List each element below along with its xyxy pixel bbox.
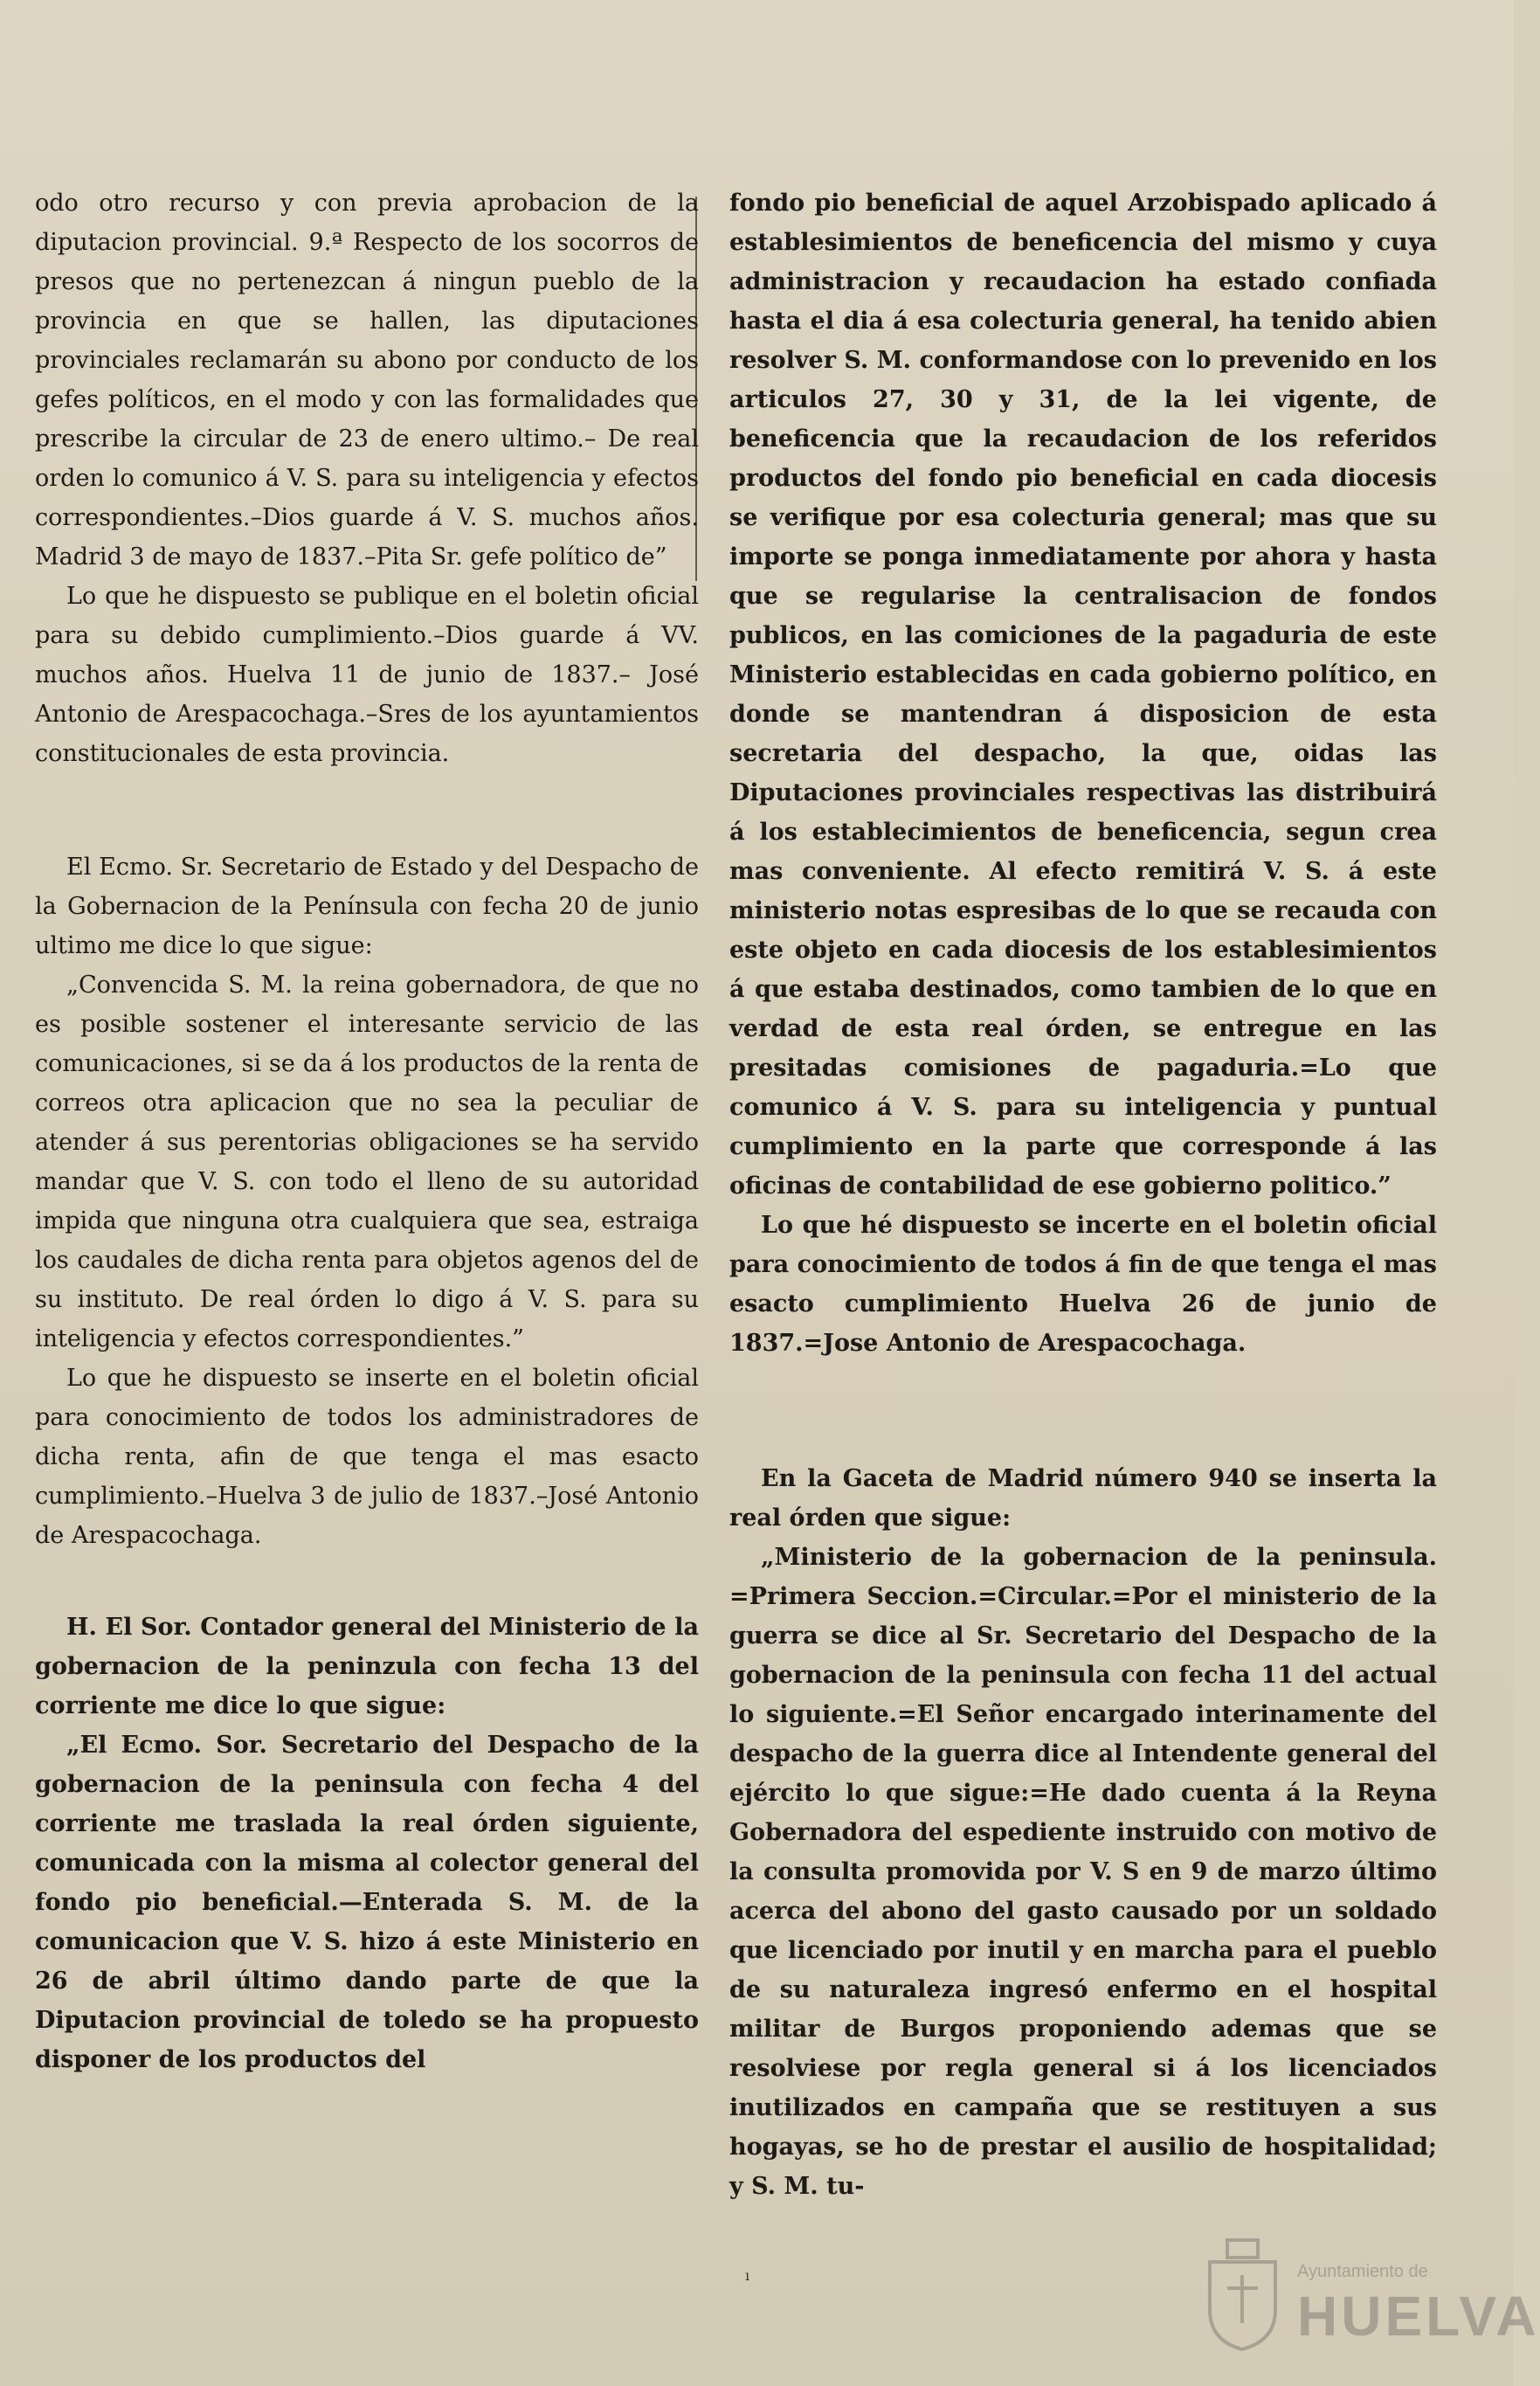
paragraph: Lo que he dispuesto se publique en el boletin oficial para su debido cumplimiento.–Dios guarde á VV. muchos años. Huelva 11 de junio de 1837.– José Antonio de Arespacochaga.–Sres de los ayuntamientos constitucionales de esta provincia. (35, 583, 699, 767)
watermark-title: HUELVA (1297, 2285, 1540, 2348)
paragraph: „Ministerio de la gobernacion de la peninsula. =Primera Seccion.=Circular.=Por el ministerio de la guerra se dice al Sr. Secretario del Despacho de la gobernacion de la peninsula con fecha 11 del actual lo siguiente.=El Señor encargado interinamente del despacho de la guerra dice al Intendente general del ejército lo que sigue:=He dado cuenta á la Reyna Gobernadora del espediente instruido con motivo de la consulta promovida por V. S en 9 de marzo último acerca del abono del gasto causado por un soldado que licenciado por inutil y en marcha para el pueblo de su naturaleza ingresó enfermo en el hospital militar de Burgos proponiendo ademas que se resolviese por regla general si á los licenciados inutilizados en campaña que se restituyen a sus hogayas, se ho de prestar el ausilio de hospitalidad; y S. M. tu- (729, 1544, 1437, 2200)
paragraph: Lo que he dispuesto se inserte en el boletin oficial para conocimiento de todos los administradores de dicha renta, afin de que tenga el mas esacto cumplimiento.–Huelva 3 de julio de 1837.–José Antonio de Arespacochaga. (35, 1365, 699, 1549)
coat-of-arms-icon (1201, 2236, 1284, 2354)
archive-watermark (1192, 2218, 1540, 2367)
paragraph: El Ecmo. Sr. Secretario de Estado y del Despacho de la Gobernacion de la Península con fecha 20 de junio ultimo me dice lo que sigue: (35, 854, 699, 959)
paragraph: odo otro recurso y con previa aprobacion de la diputacion provincial. 9.ª Respecto de los socorros de presos que no pertenezcan á ningun pueblo de la provincia en que se hallen, las diputaciones provinciales reclamarán su abono por conducto de los gefes políticos, en el modo y con las formalidades que prescribe la circular de 23 de enero ultimo.– De real orden lo comunico á V. S. para su inteligencia y efectos correspondientes.–Dios guarde á V. S. muchos años. Madrid 3 de mayo de 1837.–Pita Sr. gefe político de” (35, 190, 699, 571)
paragraph: Lo que hé dispuesto se incerte en el boletin oficial para conocimiento de todos á fin de que tenga el mas esacto cumplimiento Huelva 26 de junio de 1837.=Jose Antonio de Arespacochaga. (729, 1212, 1437, 1357)
paragraph: „Convencida S. M. la reina gobernadora, de que no es posible sostener el interesante servicio de las comunicaciones, si se da á los productos de la renta de correos otra aplicacion que no sea la peculiar de atender á sus perentorias obligaciones se ha servido mandar que V. S. con todo el lleno de su autoridad impida que ninguna otra cualquiera que sea, estraiga los caudales de dicha renta para objetos agenos del de su instituto. De real órden lo digo á V. S. para su inteligencia y efectos correspondientes.” (35, 972, 699, 1352)
paragraph: „El Ecmo. Sor. Secretario del Despacho de la gobernacion de la peninsula con fecha 4 del corriente me traslada la real órden siguiente, comunicada con la misma al colector general del fondo pio beneficial.—Enterada S. M. de la comunicacion que V. S. hizo á este Ministerio en 26 de abril último dando parte de que la Diputacion provincial de toledo se ha propuesto disponer de los productos del (35, 1732, 699, 2073)
paragraph: H. El Sor. Contador general del Ministerio de la gobernacion de la peninzula con fecha 13 del corriente me dice lo que sigue: (35, 1614, 699, 1719)
page-mark: ı (745, 2267, 750, 2284)
left-column (35, 183, 699, 2079)
paragraph: fondo pio beneficial de aquel Arzobispado aplicado á establesimientos de beneficencia del mismo y cuya administracion y recaudacion ha estado confiada hasta el dia á esa colecturia general, ha tenido abien resolver S. M. conformandose con lo prevenido en los articulos 27, 30 y 31, de la lei vigente, de beneficencia que la recaudacion de los referidos productos del fondo pio beneficial en cada diocesis se verifique por esa colecturia general; mas que su importe se ponga inmediatamente por ahora y hasta que se regularise la centralisacion de fondos publicos, en las comiciones de la pagaduria de este Ministerio establecidas en cada gobierno político, en donde se mantendran á disposicion de esta secretaria del despacho, la que, oidas las Diputaciones provinciales respectivas las distribuirá á los establecimientos de beneficencia, segun crea mas conveniente. Al efecto remitirá V. S. á este ministerio notas espresibas de lo que se recauda con este objeto en cada diocesis de los establesimientos á que estaba destinados, como tambien de lo que en verdad de esta real órden, se entregue en las presitadas comisiones de pagaduria.=Lo que comunico á V. S. para su inteligencia y puntual cumplimiento en la parte que corresponde á las oficinas de contabilidad de ese gobierno politico.” (729, 190, 1437, 1200)
right-column (729, 183, 1437, 2206)
watermark-subtitle: Ayuntamiento de (1297, 2262, 1428, 2281)
paragraph: En la Gaceta de Madrid número 940 se inserta la real órden que sigue: (729, 1465, 1437, 1532)
